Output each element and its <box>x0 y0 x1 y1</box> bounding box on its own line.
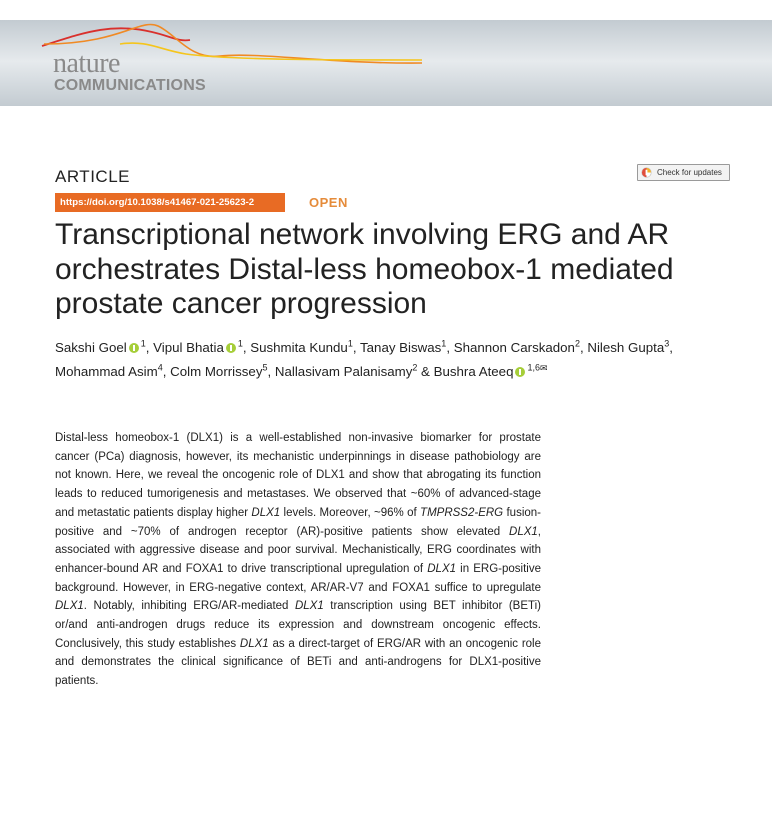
author-list: Sakshi Goel $^1$, Vipul Bhatia $^1$, Sushmita Kundu$^1$, Tanay Biswas$^1$, Shannon Carskadon$^2$, Nilesh Gupta$^3$, Mohammad Asim$^4$, Colm Morrissey$^5$, Nallasivam Palanisamy$^2$ & Bushra Ateeq $^{1,6✉}$ <box>55 338 673 379</box>
author-affiliation: 5 <box>262 362 268 373</box>
author-name[interactable]: Shannon Carskadon <box>453 340 575 355</box>
logo-wave-yellow <box>120 43 422 60</box>
journal-name-communications: COMMUNICATIONS <box>54 77 206 94</box>
author-name[interactable]: Colm Morrissey <box>170 364 263 379</box>
author-affiliation: 4 <box>157 362 163 373</box>
author-affiliation: 2 <box>412 362 418 373</box>
check-updates-label: Check for updates <box>657 168 722 177</box>
open-access-label: OPEN <box>309 195 348 210</box>
article-title: Transcriptional network involving ERG and AR orchestrates Distal-less homeobox-1 mediated prostate cancer progression <box>55 218 674 320</box>
author-affiliation: 1 <box>441 338 447 349</box>
orcid-icon[interactable] <box>226 343 236 353</box>
author-affiliation: 3 <box>664 338 670 349</box>
author-name[interactable]: Nallasivam Palanisamy <box>274 364 413 379</box>
author-name[interactable]: Mohammad Asim <box>55 364 158 379</box>
author-name[interactable]: Bushra Ateeq <box>433 364 514 379</box>
author-name[interactable]: Vipul Bhatia <box>153 340 224 355</box>
author-name[interactable]: Sakshi Goel <box>55 340 127 355</box>
journal-name-nature: nature <box>53 48 120 79</box>
check-updates-icon <box>641 167 652 178</box>
email-icon[interactable]: ✉ <box>539 363 548 373</box>
doi-link[interactable]: https://doi.org/10.1038/s41467-021-25623-2 <box>55 193 285 212</box>
journal-header <box>0 20 772 106</box>
abstract: Distal-less homeobox-1 (DLX1) is a well-established non-invasive biomarker for prostate cancer (PCa) diagnosis, however, its mechanistic underpinnings in disease pathobiology are not known. Here, we reveal the oncogenic role of DLX1 and show that abrogating its function leads to reduced tumorigenesis and metastases. We observed that ~60% of advanced-stage and metastatic patients display higher DLX1 levels. Moreover, ~96% of TMPRSS2-ERG fusion-positive and ~70% of androgen receptor (AR)-positive patients show elevated DLX1, associated with aggressive disease and poor survival. Mechanistically, ERG coordinates with enhancer-bound AR and FOXA1 to drive transcriptional upregulation of DLX1 in ERG-positive background. However, in ERG-negative context, AR/AR-V7 and FOXA1 suffice to upregulate DLX1. Notably, inhibiting ERG/AR-mediated DLX1 transcription using BET inhibitor (BETi) or/and anti-androgen drugs reduce its expression and downstream oncogenic effects. Conclusively, this study establishes DLX1 as a direct-target of ERG/AR with an oncogenic role and demonstrates the clinical significance of BETi and anti-androgens for DLX1-positive patients. <box>55 432 542 688</box>
orcid-icon[interactable] <box>129 343 139 353</box>
author-affiliation: 2 <box>574 338 580 349</box>
author-name[interactable]: Nilesh Gupta <box>587 340 665 355</box>
check-for-updates-button[interactable] <box>637 164 730 181</box>
article-type-label: ARTICLE <box>55 167 130 186</box>
author-affiliation: 1 <box>140 338 146 349</box>
author-affiliation: 1 <box>237 338 243 349</box>
author-affiliation: 1,6 <box>527 362 540 373</box>
author-name[interactable]: Tanay Biswas <box>360 340 442 355</box>
author-name[interactable]: Sushmita Kundu <box>250 340 348 355</box>
author-affiliation: 1 <box>347 338 353 349</box>
orcid-icon[interactable] <box>515 367 525 377</box>
